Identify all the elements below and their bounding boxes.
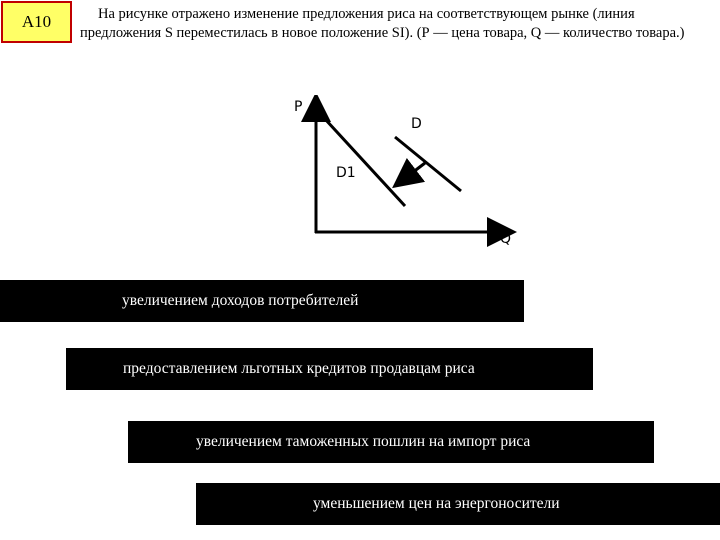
d1-line — [325, 119, 405, 206]
question-number-badge — [1, 1, 72, 43]
answer-option-label: увеличением доходов потребителей — [122, 292, 359, 309]
d1-curve-label: D1 — [336, 165, 356, 181]
answer-option-1[interactable] — [0, 280, 524, 322]
supply-demand-graph — [280, 95, 540, 255]
d-line — [395, 137, 461, 191]
answer-option-label: предоставлением льготных кредитов продавцам риса — [123, 360, 475, 377]
shift-arrow — [404, 163, 425, 179]
answer-option-label: уменьшением цен на энергоносители — [313, 495, 560, 512]
question-number: А10 — [21, 12, 52, 31]
question-text: На рисунке отражено изменение предложения риса на соответствующем рынке (линия предложения S переместилась в новое положение SI). (Р — цена товара, Q — количество товара.) — [80, 6, 685, 41]
answer-option-2[interactable] — [66, 348, 593, 390]
p-axis-label: P — [294, 99, 303, 115]
q-axis-label: Q — [500, 231, 512, 247]
answer-option-4[interactable] — [196, 483, 720, 525]
answer-option-label: увеличением таможенных пошлин на импорт риса — [196, 433, 531, 450]
answer-option-3[interactable] — [128, 421, 654, 463]
d-curve-label: D — [411, 116, 422, 132]
